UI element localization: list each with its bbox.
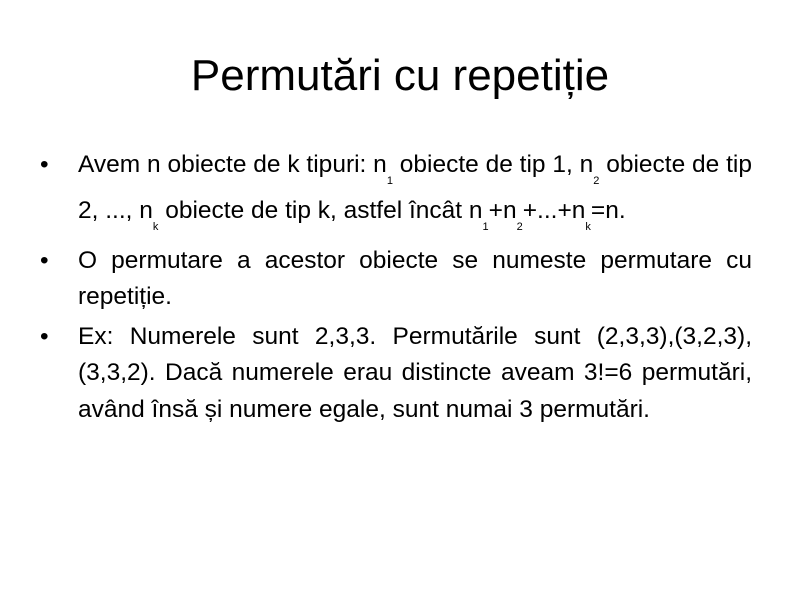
bullet-text: Ex: Numerele sunt 2,3,3. Permutările sunt (2,3,3),(3,2,3),(3,3,2). Dacă numerele erau distincte aveam 3!=6 permutări, având însă și numere egale, sunt numai 3 permutări. bbox=[78, 322, 752, 423]
subscript: k bbox=[585, 221, 591, 234]
bullet-item-permutation-definition bbox=[40, 243, 752, 316]
bullet-dot-icon: • bbox=[40, 151, 49, 178]
bullet-text: obiecte de tip 1, n bbox=[392, 151, 594, 178]
bullet-text: +n bbox=[488, 197, 517, 225]
bullet-text: obiecte de tip k, astfel încât n bbox=[158, 197, 483, 225]
slide-title: Permutări cu repetiție bbox=[190, 51, 610, 100]
bullet-text: =n. bbox=[590, 197, 626, 225]
subscript: 1 bbox=[386, 174, 393, 187]
subscript: 2 bbox=[593, 174, 600, 187]
bullet-dot-icon: • bbox=[40, 322, 49, 350]
bullet-text: O permutare a acestor obiecte se numeste permutare cu repetiție. bbox=[78, 246, 752, 311]
bullet-text: Avem n obiecte de k tipuri: n bbox=[78, 151, 387, 178]
subscript: 2 bbox=[516, 221, 523, 234]
bullet-list bbox=[40, 147, 752, 428]
bullet-text: obiecte de tip 2, ..., n bbox=[78, 151, 752, 225]
bullet-text: +...+n bbox=[522, 197, 586, 225]
subscript: k bbox=[152, 221, 159, 234]
bullet-dot-icon: • bbox=[40, 246, 49, 274]
bullet-item-definition bbox=[40, 147, 752, 240]
bullet-item-example bbox=[40, 319, 752, 429]
subscript: 1 bbox=[482, 221, 489, 234]
